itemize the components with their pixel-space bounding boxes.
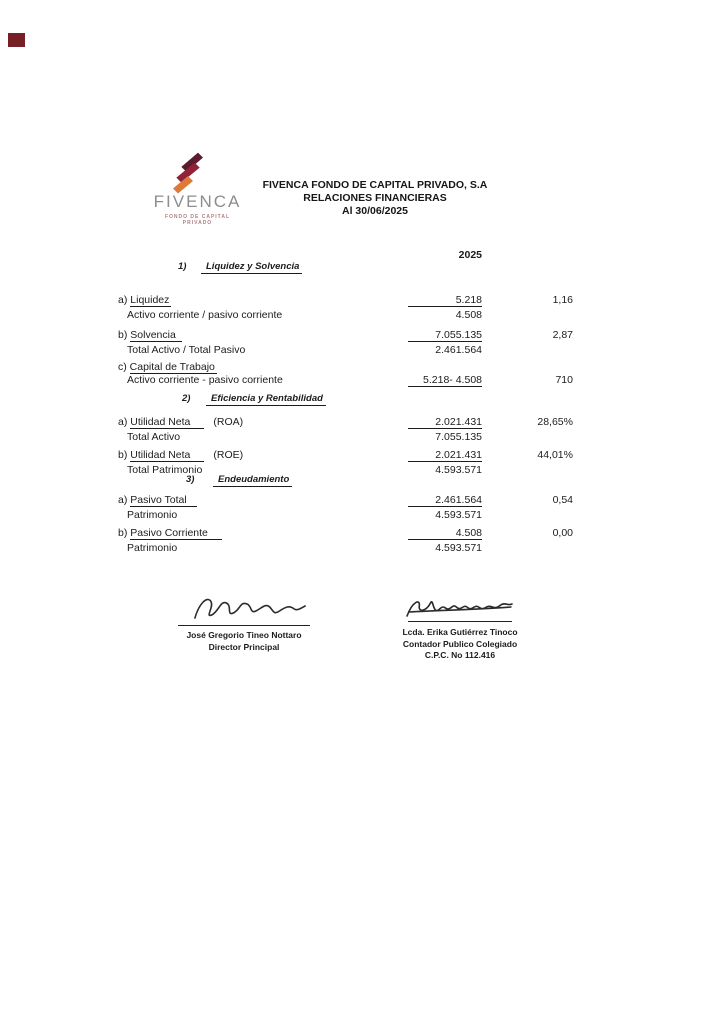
row-formula: Total Activo / Total Pasivo (127, 344, 246, 356)
row-label: Utilidad Neta (130, 416, 204, 429)
row-result: 710 (555, 374, 573, 386)
signature-line (408, 621, 512, 622)
row-label: Pasivo Total (130, 494, 196, 507)
row-label: Capital de Trabajo (129, 361, 215, 373)
signer-title: Contador Publico Colegiado (402, 638, 518, 649)
row-formula: Patrimonio (127, 509, 178, 521)
report-name: RELACIONES FINANCIERAS (303, 192, 447, 204)
row-denominator: 7.055.135 (435, 431, 482, 443)
row-prefix: b) (118, 329, 128, 341)
signer-license: C.P.C. No 112.416 (424, 650, 496, 660)
section-title: Liquidez y Solvencia (201, 261, 302, 274)
row-prefix: b) (118, 527, 128, 539)
row-numerator: 5.218 (408, 294, 482, 307)
row-denominator: 4.593.571 (435, 464, 482, 476)
section-title: Endeudamiento (213, 474, 292, 487)
row-result: 0,00 (552, 527, 573, 539)
row-prefix: a) (118, 494, 128, 506)
row-prefix: a) (118, 416, 128, 428)
row-label: Pasivo Corriente (130, 527, 222, 540)
signer-name: José Gregorio Tineo Nottaro (186, 630, 302, 640)
row-prefix: a) (118, 294, 128, 306)
logo-brand-text: FIVENCA (153, 192, 242, 211)
signature-scribble-icon (191, 594, 309, 624)
signer-name: Lcda. Erika Gutiérrez Tinoco (402, 627, 518, 637)
row-suffix: (ROA) (213, 416, 244, 428)
section-number: 1) (178, 261, 187, 272)
signature-line (178, 625, 310, 626)
fivenca-logo-icon (168, 150, 208, 197)
report-date: Al 30/06/2025 (342, 205, 408, 217)
row-value: 5.218- 4.508 (408, 374, 482, 387)
company-name: FIVENCA FONDO DE CAPITAL PRIVADO, S.A (262, 179, 488, 191)
row-denominator: 4.508 (455, 309, 482, 321)
row-formula: Total Patrimonio (127, 464, 203, 476)
row-formula: Activo corriente / pasivo corriente (127, 309, 283, 321)
logo-tagline (150, 214, 245, 226)
row-result: 28,65% (537, 416, 573, 428)
document-title-block (240, 179, 510, 218)
row-denominator: 4.593.571 (435, 542, 482, 554)
row-result: 1,16 (552, 294, 573, 306)
row-label: Solvencia (130, 329, 182, 342)
row-numerator: 2.021.431 (408, 416, 482, 429)
row-result: 44,01% (537, 449, 573, 461)
logo-tagline-line1: FONDO DE CAPITAL (164, 214, 231, 220)
row-numerator: 4.508 (408, 527, 482, 540)
section-title: Eficiencia y Rentabilidad (206, 393, 326, 406)
row-prefix: c) (118, 361, 127, 373)
row-denominator: 4.593.571 (435, 509, 482, 521)
row-numerator: 2.021.431 (408, 449, 482, 462)
scan-artifact-mark (8, 33, 25, 47)
row-result: 2,87 (552, 329, 573, 341)
signer-title: Director Principal (208, 641, 280, 652)
year-column-header: 2025 (458, 249, 482, 261)
row-result: 0,54 (552, 494, 573, 506)
row-suffix: (ROE) (213, 449, 244, 461)
row-label: Utilidad Neta (130, 449, 204, 462)
row-formula: Activo corriente - pasivo corriente (127, 374, 283, 386)
row-numerator: 7.055.135 (408, 329, 482, 342)
row-denominator: 2.461.564 (435, 344, 482, 356)
row-prefix: b) (118, 449, 128, 461)
row-formula: Patrimonio (127, 542, 178, 554)
signature-scribble-icon (403, 596, 515, 624)
row-numerator: 2.461.564 (408, 494, 482, 507)
section-number: 3) (186, 474, 195, 485)
logo-tagline-line2: PRIVADO (182, 220, 213, 226)
row-formula: Total Activo (127, 431, 181, 443)
row-label: Liquidez (130, 294, 170, 306)
section-number: 2) (182, 393, 191, 404)
